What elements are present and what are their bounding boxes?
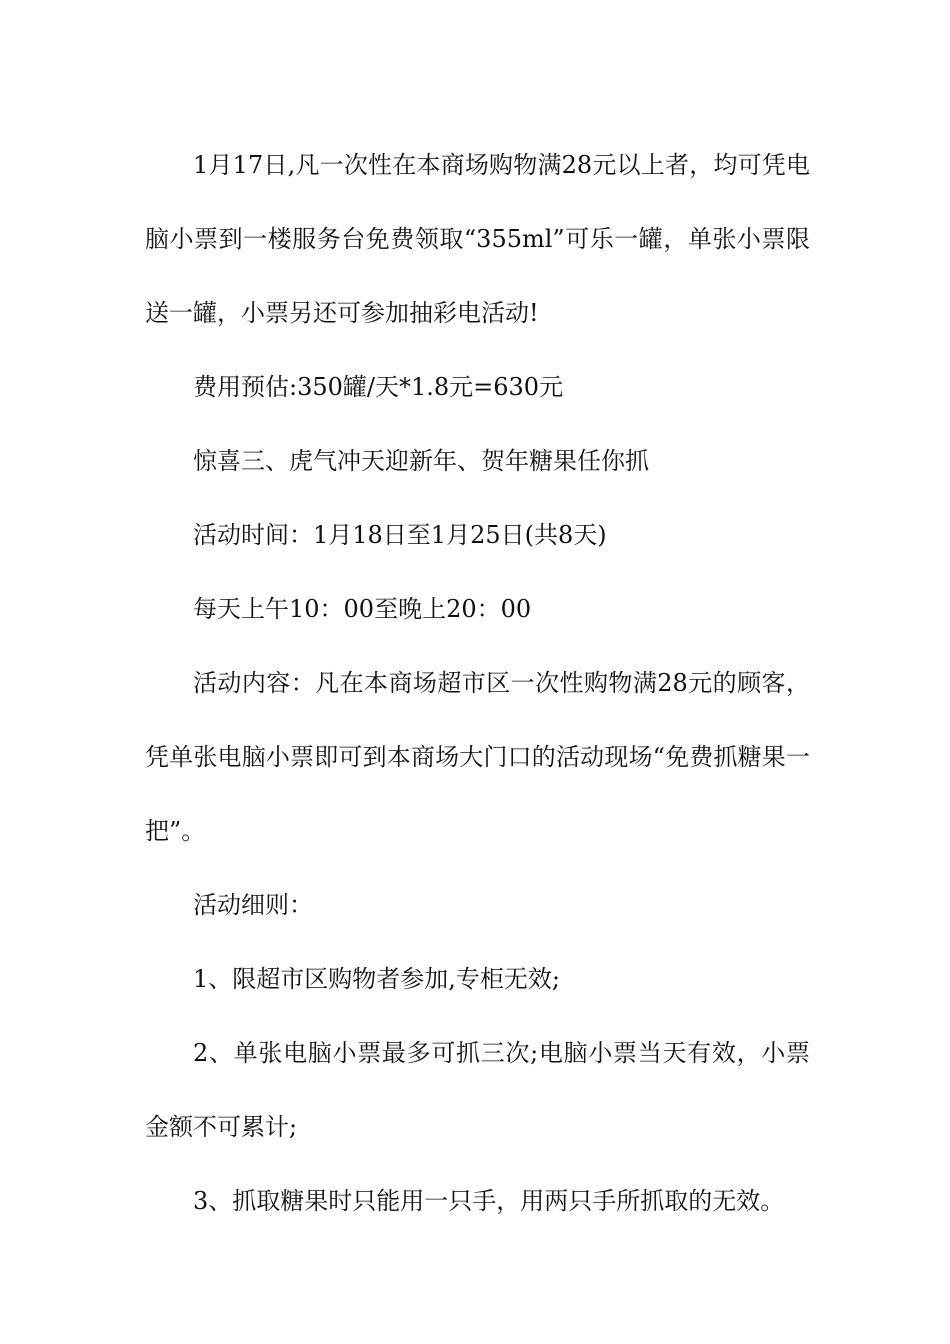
paragraph-activity-content: 活动内容：凡在本商场超市区一次性购物满28元的顾客，凭单张电脑小票即可到本商场大门口的活动现场“免费抓糖果一把”。 xyxy=(145,669,810,845)
paragraph-rule-3: 3、抓取糖果时只能用一只手，用两只手所抓取的无效。 xyxy=(193,1187,785,1215)
paragraph-coke-promo: 1月17日,凡一次性在本商场购物满28元以上者，均可凭电脑小票到一楼服务台免费领取“355ml”可乐一罐，单张小票限送一罐，小票另还可参加抽彩电活动! xyxy=(145,151,810,327)
paragraph-activity-dates: 活动时间：1月18日至1月25日(共8天) xyxy=(193,521,607,549)
paragraph-cost-estimate: 费用预估:350罐/天*1.8元=630元 xyxy=(193,373,564,401)
paragraph-rule-2: 2、单张电脑小票最多可抓三次;电脑小票当天有效，小票金额不可累计; xyxy=(145,1039,810,1141)
paragraph-rules-heading: 活动细则： xyxy=(193,891,313,919)
document-body xyxy=(145,128,810,1238)
paragraph-daily-hours: 每天上午10：00至晚上20：00 xyxy=(193,595,532,623)
paragraph-surprise-three-heading: 惊喜三、虎气冲天迎新年、贺年糖果任你抓 xyxy=(193,447,649,475)
paragraph-rule-1: 1、限超市区购物者参加,专柜无效; xyxy=(193,965,560,993)
